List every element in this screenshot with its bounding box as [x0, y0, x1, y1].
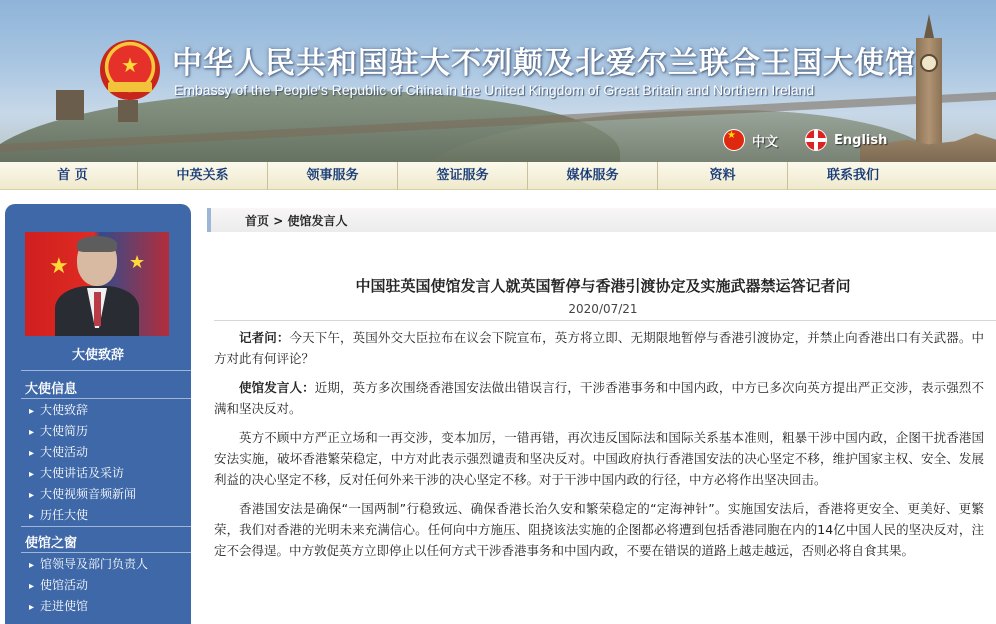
- sidebar-divider: [21, 398, 191, 399]
- emblem-base: [108, 82, 152, 92]
- sidebar: [5, 204, 191, 624]
- lang-english-label: English: [834, 132, 888, 148]
- article-paragraph: [214, 327, 984, 369]
- breadcrumb-home[interactable]: 首页: [245, 214, 270, 228]
- nav-home[interactable]: 首 页: [8, 162, 138, 190]
- breadcrumb: [245, 212, 347, 229]
- emblem-star-icon: ★: [121, 53, 139, 77]
- nav-consular-services[interactable]: 领事服务: [268, 162, 398, 190]
- sidebar-item-ambassador-video-news[interactable]: ▸ 大使视频音频新闻: [29, 484, 136, 505]
- breadcrumb-current[interactable]: 使馆发言人: [287, 214, 348, 228]
- article-paragraph: [214, 377, 984, 419]
- article-title: 中国驻英国使馆发言人就英国暂停与香港引渡协定及实施武器禁运答记者问: [355, 277, 851, 295]
- article-divider: [214, 320, 996, 321]
- lang-chinese-label: 中文: [752, 134, 779, 150]
- paragraph-text: 今天下午，英国外交大臣拉布在议会下院宣布，英方将立即、无期限地暂停与香港引渡协定，并禁止向香港出口有关武器。中方对此有何评论？: [214, 330, 984, 366]
- nav-materials[interactable]: 资料: [658, 162, 788, 190]
- ambassador-photo[interactable]: ★ ★: [25, 232, 169, 336]
- nav-media-services[interactable]: 媒体服务: [528, 162, 658, 190]
- site-title-cn: 中华人民共和国驻大不列颠及北爱尔兰联合王国大使馆: [172, 46, 916, 81]
- spokesperson-label: 使馆发言人：: [239, 380, 315, 395]
- nav-contact-us[interactable]: 联系我们: [826, 168, 879, 183]
- sidebar-item-ambassador-speech[interactable]: ▸ 大使致辞: [29, 400, 136, 421]
- sidebar-item-embassy-activities[interactable]: ▸ 使馆活动: [29, 575, 148, 596]
- lang-english-link[interactable]: [806, 130, 887, 150]
- article-date: 2020/07/21: [568, 302, 638, 316]
- emblem-icon[interactable]: [100, 40, 160, 100]
- sidebar-divider: [21, 552, 191, 553]
- nav-china-uk-relations[interactable]: 中英关系: [138, 162, 268, 190]
- main-nav: [0, 162, 996, 190]
- sidebar-divider: [21, 526, 191, 527]
- big-ben-graphic: [912, 14, 946, 154]
- sidebar-section-embassy-title: 使馆之窗: [25, 536, 78, 551]
- site-header: [0, 0, 996, 162]
- wall-tower-graphic: [56, 90, 84, 120]
- article-body: [214, 327, 984, 569]
- article-paragraph: 英方不顾中方严正立场和一再交涉，变本加厉，一错再错，再次违反国际法和国际关系基本准则，粗暴干涉中国内政，企图干扰香港国安法实施，破坏香港繁荣稳定，中方对此表示强烈谴责和坚决反对。中国政府执行香港国安法的决心坚定不移，维护国家主权、安全、发展利益的决心坚定不移，反对任何外来干涉的决心坚定不移。对于干涉中国内政的行径，中方必将作出坚决回击。: [214, 430, 984, 487]
- china-flag-icon: [724, 130, 744, 150]
- sidebar-item-leadership[interactable]: ▸ 馆领导及部门负责人: [29, 554, 148, 575]
- site-title-en: Embassy of the People’s Republic of China in the United Kingdom of Great Britain and Northern Ireland: [174, 82, 815, 98]
- sidebar-item-ambassador-activities[interactable]: ▸ 大使活动: [29, 442, 136, 463]
- sidebar-item-ambassador-resume[interactable]: ▸ 大使简历: [29, 421, 136, 442]
- sidebar-section-ambassador-title: 大使信息: [25, 382, 78, 397]
- lang-chinese-link[interactable]: [724, 130, 778, 150]
- wall-tower-graphic-2: [118, 100, 138, 122]
- sidebar-item-visit-embassy[interactable]: ▸ 走进使馆: [29, 596, 148, 617]
- uk-flag-icon: [806, 130, 826, 150]
- sidebar-item-ambassador-interviews[interactable]: ▸ 大使讲话及采访: [29, 463, 136, 484]
- paragraph-text: 近期，英方多次围绕香港国安法做出错误言行，干涉香港事务和中国内政，中方已多次向英方提出严正交涉，表示强烈不满和坚决反对。: [214, 380, 984, 416]
- sidebar-divider: [21, 370, 191, 371]
- nav-visa-services[interactable]: 签证服务: [398, 162, 528, 190]
- ambassador-photo-caption[interactable]: 大使致辞: [71, 348, 124, 363]
- sidebar-ambassador-list: [29, 400, 136, 526]
- breadcrumb-separator: >: [269, 214, 288, 228]
- reporter-label: 记者问：: [239, 330, 290, 345]
- breadcrumb-bar: [207, 208, 996, 232]
- sidebar-embassy-list: [29, 554, 148, 617]
- sidebar-item-former-ambassadors[interactable]: ▸ 历任大使: [29, 505, 136, 526]
- article-paragraph: 香港国安法是确保“一国两制”行稳致远、确保香港长治久安和繁荣稳定的“定海神针”。实施国安法后，香港将更安全、更美好、更繁荣，我们对香港的光明未来充满信心。任何向中方施压、阻挠该法实施的企图都必将遭到包括香港同胞在内的14亿中国人民的坚决反对，注定不会得逞。中方敦促英方立即停止以任何方式干涉香港事务和中国内政，不要在错误的道路上越走越远，否则必将自食其果。: [214, 501, 984, 558]
